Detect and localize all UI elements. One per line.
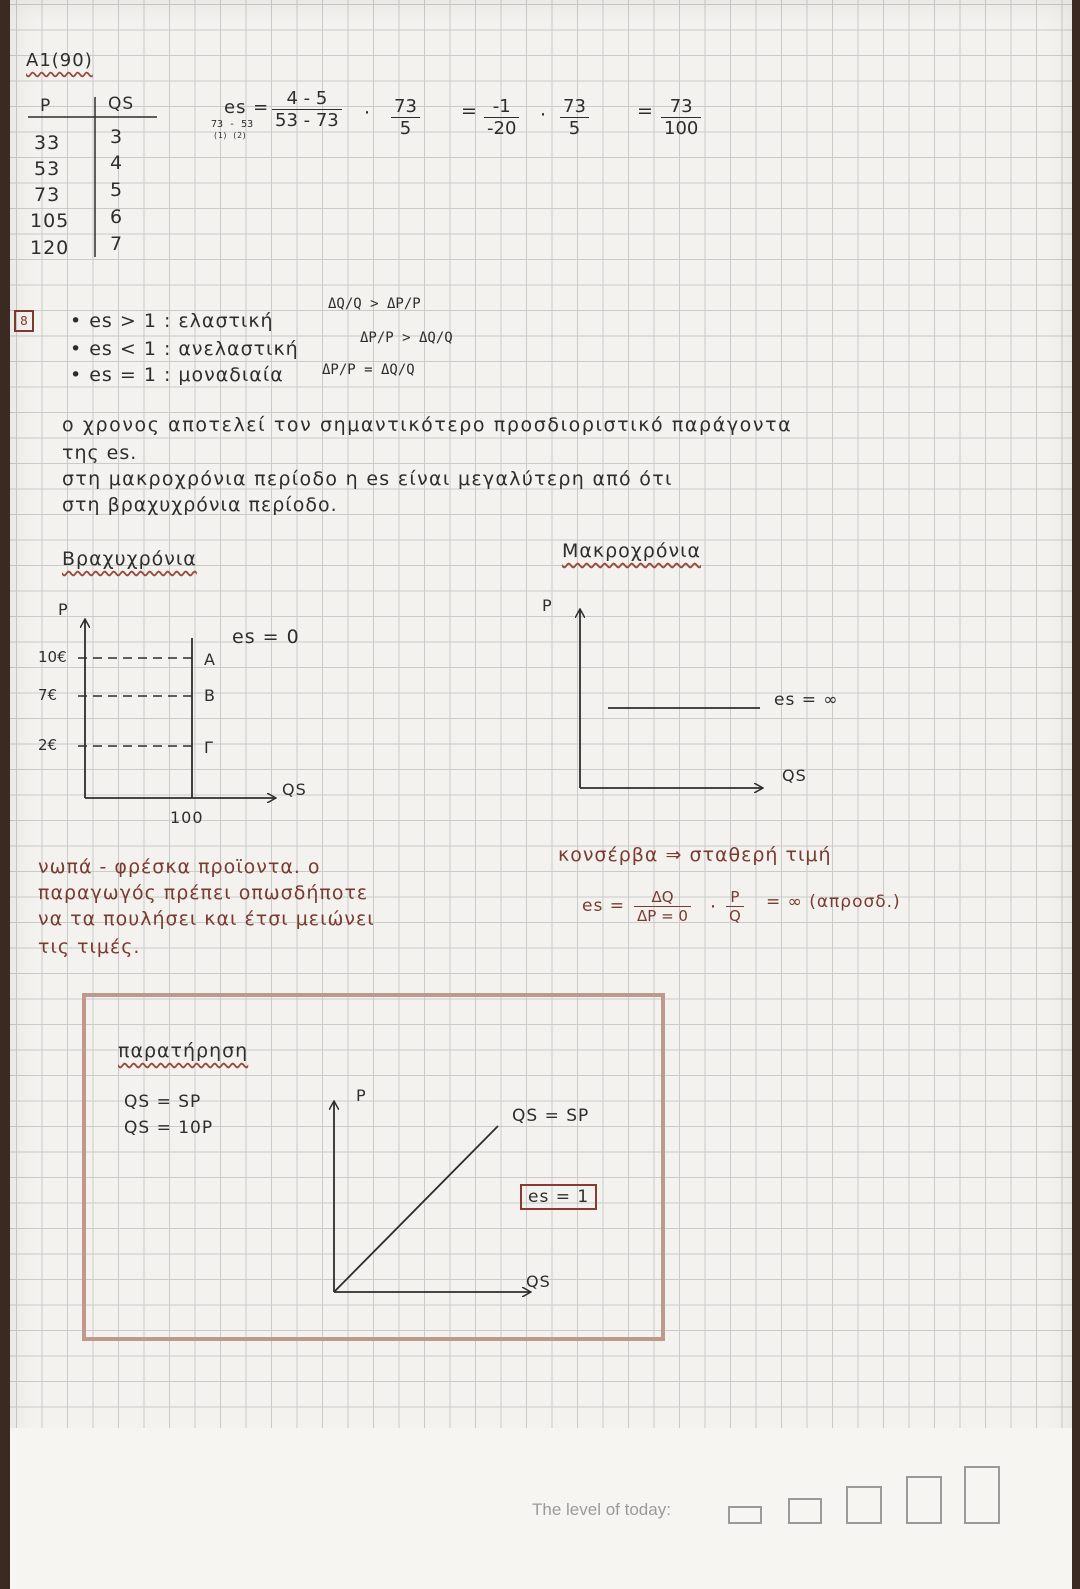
fraction-denominator: 5	[399, 118, 412, 139]
table-cell-p: 105	[30, 210, 70, 232]
paragraph-line: στη βραχυχρόνια περίοδο.	[62, 494, 338, 516]
paragraph-line: ο χρονος αποτελεί τον σημαντικότερο προσδιοριστικό παράγοντα	[62, 414, 793, 436]
bullet-elastic: • es > 1 : ελαστική	[70, 310, 274, 332]
es-one-badge: es = 1	[520, 1184, 597, 1210]
section-badge: 8	[14, 310, 34, 332]
table-cell-qs: 6	[110, 206, 124, 228]
formula-es-label: es =	[224, 97, 270, 118]
observation-graph	[320, 1090, 540, 1300]
note-line: νωπά - φρέσκα προϊοντα. ο	[38, 856, 321, 878]
fraction-numerator: -1	[484, 96, 519, 118]
notebook-page	[10, 0, 1072, 1589]
observation-equation: QS = 10P	[124, 1118, 214, 1138]
long-run-graph	[560, 600, 800, 800]
price-label: 10€	[38, 648, 67, 666]
relation-inelastic: ΔP/P > ΔQ/Q	[360, 330, 453, 346]
paragraph-line: στη μακροχρόνια περίοδο η es είναι μεγαλύτερη από ότι	[62, 468, 673, 490]
formula-result: = ∞ (απροσδ.)	[766, 892, 901, 912]
short-run-title: Βραχυχρόνια	[62, 548, 197, 570]
axis-label-qs: QS	[282, 780, 307, 799]
point-label-b: B	[204, 686, 216, 705]
note-line: παραγωγός πρέπει οπωσδήποτε	[38, 882, 369, 904]
table-cell-p: 73	[34, 184, 61, 206]
fraction-numerator: ΔQ	[634, 888, 691, 907]
level-box-4[interactable]	[906, 1476, 942, 1524]
point-label-a: A	[204, 650, 216, 669]
formula-sub-note: 73 - 53	[211, 119, 254, 130]
price-label: 2€	[38, 736, 58, 754]
axis-label-p: P	[542, 596, 553, 615]
equals-sign: =	[637, 100, 654, 122]
table-cell-p: 120	[30, 237, 70, 259]
fraction-numerator: 73	[661, 96, 701, 118]
axis-label-p: P	[58, 600, 69, 619]
note-line: να τα πουλήσει και έτσι μειώνει	[38, 908, 375, 930]
line-label: QS = SP	[512, 1106, 590, 1126]
fraction-1	[272, 88, 342, 131]
fraction-numerator: 73	[560, 96, 589, 118]
bullet-inelastic: • es < 1 : ανελαστική	[70, 338, 299, 360]
footer	[10, 1428, 1072, 1589]
table-cell-qs: 3	[110, 126, 124, 148]
relation-elastic: ΔQ/Q > ΔP/P	[328, 296, 421, 312]
fraction-numerator: 73	[391, 96, 420, 118]
table-cell-qs: 5	[110, 179, 124, 201]
note-line: κονσέρβα ⇒ σταθερή τιμή	[558, 844, 832, 866]
level-box-1[interactable]	[728, 1506, 762, 1524]
table-header-p: P	[40, 96, 52, 116]
fraction-4	[560, 96, 589, 139]
fraction-result	[661, 96, 701, 139]
fraction-3	[484, 96, 519, 139]
fraction-denominator: -20	[487, 118, 517, 139]
level-box-5[interactable]	[964, 1466, 1000, 1524]
table-cell-p: 53	[34, 158, 61, 180]
fraction-denominator: 5	[568, 118, 581, 139]
fraction-dq-dp	[634, 888, 691, 925]
es-infinity-label: es = ∞	[774, 690, 839, 710]
page-heading: A1(90)	[26, 50, 93, 71]
point-label-g: Γ	[204, 738, 214, 757]
fraction-numerator: P	[726, 888, 744, 907]
quantity-label: 100	[170, 808, 204, 827]
fraction-denominator: 100	[664, 118, 699, 139]
note-line: τις τιμές.	[38, 936, 141, 958]
table-header-qs: QS	[108, 94, 135, 114]
es-formula-label: es =	[582, 896, 625, 916]
table-cell-qs: 7	[110, 233, 124, 255]
table-cell-qs: 4	[110, 152, 124, 174]
level-box-3[interactable]	[846, 1486, 882, 1524]
table-cell-p: 33	[34, 132, 61, 154]
observation-title: παρατήρηση	[118, 1040, 249, 1062]
fraction-denominator: ΔP = 0	[637, 907, 688, 925]
long-run-title: Μακροχρόνια	[562, 540, 702, 562]
relation-unitary: ΔP/P = ΔQ/Q	[322, 362, 415, 378]
bullet-unitary: • es = 1 : μοναδιαία	[70, 364, 284, 386]
multiply-dot: ·	[540, 104, 548, 126]
multiply-dot: ·	[364, 102, 372, 124]
level-box-2[interactable]	[788, 1498, 822, 1524]
formula-sub-index: (1) (2)	[213, 131, 247, 140]
fraction-p-q	[726, 888, 744, 925]
axis-label-p: P	[356, 1086, 367, 1105]
axis-label-qs: QS	[782, 766, 807, 785]
fraction-denominator: 53 - 73	[275, 110, 339, 131]
observation-equation: QS = SP	[124, 1092, 202, 1112]
supply-line	[334, 1126, 498, 1292]
multiply-dot: ·	[710, 896, 718, 918]
equals-sign: =	[461, 100, 478, 122]
level-label: The level of today:	[532, 1500, 671, 1519]
es-zero-label: es = 0	[232, 626, 300, 648]
fraction-2	[391, 96, 420, 139]
fraction-denominator: Q	[729, 907, 741, 925]
paragraph-line: της es.	[62, 442, 138, 464]
fraction-numerator: 4 - 5	[272, 88, 342, 110]
axis-label-qs: QS	[526, 1272, 551, 1291]
price-label: 7€	[38, 686, 58, 704]
